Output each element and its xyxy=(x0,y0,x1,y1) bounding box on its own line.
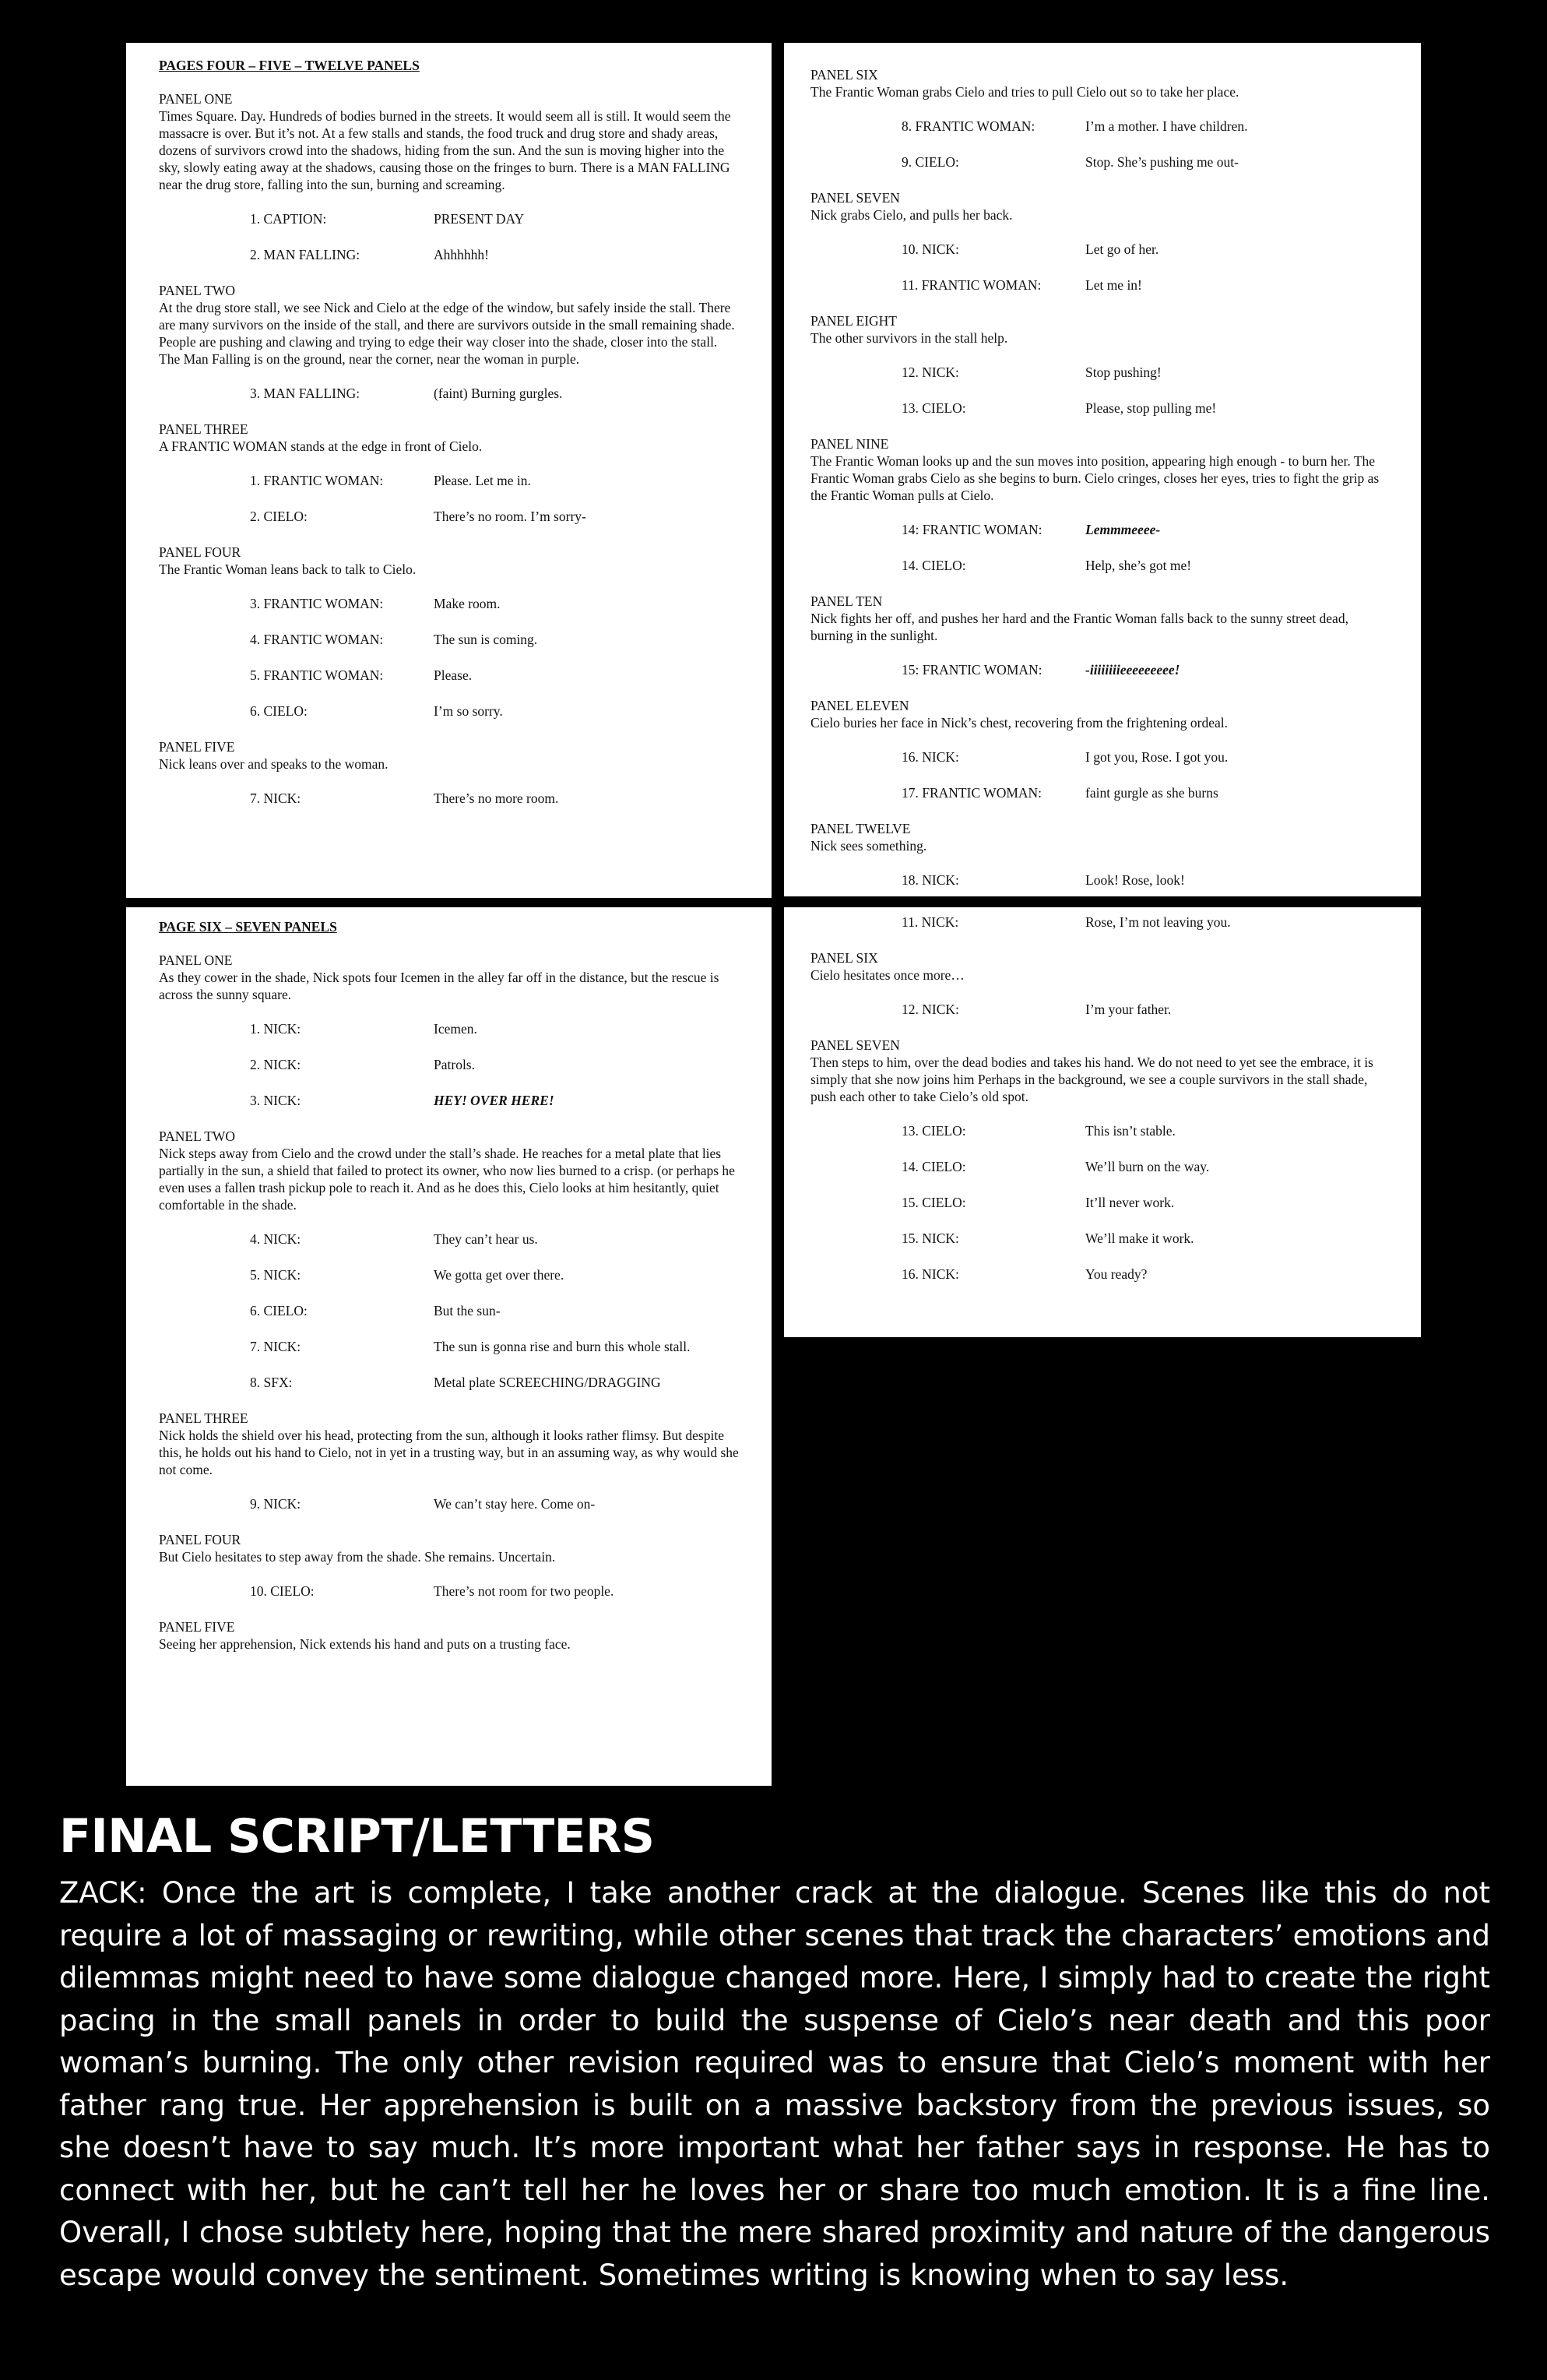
dialogue-line xyxy=(250,1583,740,1600)
speech-text: There’s no room. I’m sorry- xyxy=(434,509,586,524)
panel-list xyxy=(159,952,740,1653)
panel-description: Then steps to him, over the dead bodies and takes his hand. We do not need to yet see the embrace, it is simply that she now joins him Perhaps in the background, we see a couple survivors in the stall shade, push each other to take Cielo’s old spot. xyxy=(810,1054,1373,1104)
speaker-label: 3. NICK: xyxy=(250,1093,301,1108)
speaker-label: 5. FRANTIC WOMAN: xyxy=(250,667,384,683)
dialogue-line xyxy=(902,521,1390,538)
script-panel xyxy=(810,593,1390,678)
panel-label: PANEL FOUR xyxy=(159,544,241,560)
panel-description: The Frantic Woman leans back to talk to Cielo. xyxy=(159,562,417,577)
speaker-label: 12. NICK: xyxy=(902,364,959,380)
script-panel xyxy=(159,90,740,263)
panel-description: The Frantic Woman looks up and the sun moves into position, appearing high enough - to burn her. The Frantic Woman grabs Cielo as she begins to burn. Cielo cringes, closes her eyes, tries to fight the grip as the Frantic Woman pulls at Cielo. xyxy=(810,453,1380,503)
speech-text: Please. xyxy=(434,667,473,683)
script-panel xyxy=(810,697,1390,801)
speaker-label: 6. CIELO: xyxy=(250,1303,308,1319)
speaker-label: 15. NICK: xyxy=(902,1230,959,1246)
script-panel xyxy=(159,1618,740,1653)
script-sheet-pages-four-five xyxy=(126,43,772,898)
script-panel xyxy=(159,952,740,1109)
panel-description: Nick grabs Cielo, and pulls her back. xyxy=(810,207,1013,223)
sheet-heading: PAGE SIX – SEVEN PANELS xyxy=(159,919,337,935)
panel-description: Nick leans over and speaks to the woman. xyxy=(159,756,389,772)
panel-list xyxy=(159,90,740,807)
speaker-label: 7. NICK: xyxy=(250,790,301,806)
dialogue-line xyxy=(250,702,740,720)
panel-description: Times Square. Day. Hundreds of bodies burned in the streets. It would seem all is still. It would seem the massacre is over. But it’s not. At a few stalls and stands, the food truck and drug store and shady areas, dozens of survivors crowd into the shadows, hiding from the sun. And the sun is moving higher into the sky, slowly eating away at the shadows, causing those on the fringes to burn. There is a MAN FALLING near the drug store, falling into the sun, burning and screaming. xyxy=(159,108,731,192)
sheet-heading: PAGES FOUR – FIVE – TWELVE PANELS xyxy=(159,58,420,73)
speech-text: Help, she’s got me! xyxy=(1085,558,1192,573)
script-panel xyxy=(159,421,740,525)
panel-label: PANEL ONE xyxy=(159,952,233,968)
dialogue-line xyxy=(250,1020,740,1037)
speaker-label: 10. CIELO: xyxy=(250,1583,315,1599)
speaker-label: 8. FRANTIC WOMAN: xyxy=(902,118,1035,134)
panel-label: PANEL FOUR xyxy=(159,1532,241,1547)
speech-text: Let go of her. xyxy=(1085,241,1159,257)
dialogue-line xyxy=(250,1495,740,1512)
speech-text: Stop. She’s pushing me out- xyxy=(1085,154,1239,170)
speech-text: Make room. xyxy=(434,596,501,611)
dialogue-line xyxy=(902,1158,1390,1175)
script-sheet-page-six xyxy=(126,907,772,1786)
script-panel xyxy=(159,282,740,402)
script-panel xyxy=(810,435,1390,574)
dialogue-line xyxy=(902,1122,1390,1139)
speaker-label: 13. CIELO: xyxy=(902,1123,966,1139)
opening-dialogue xyxy=(810,914,1390,931)
dialogue-line xyxy=(250,1056,740,1073)
speaker-label: 14. CIELO: xyxy=(902,1159,966,1174)
panel-label: PANEL THREE xyxy=(159,1410,248,1426)
dialogue-line xyxy=(250,472,740,489)
speech-text: There’s not room for two people. xyxy=(434,1583,614,1599)
panel-description: Nick fights her off, and pushes her hard and the Frantic Woman falls back to the sunny street dead, burning in the sunlight. xyxy=(810,611,1348,643)
panel-label: PANEL ELEVEN xyxy=(810,698,909,713)
dialogue-line xyxy=(250,595,740,612)
speaker-label: 6. CIELO: xyxy=(250,703,308,719)
script-panel xyxy=(810,312,1390,417)
speaker-label: 14: FRANTIC WOMAN: xyxy=(902,522,1042,537)
dialogue-line xyxy=(902,400,1390,417)
speech-text: Please. Let me in. xyxy=(434,473,531,488)
speech-text: Patrols. xyxy=(434,1057,475,1072)
speech-text: -iiiiiiiieeeeeeeee! xyxy=(1085,662,1180,678)
panel-label: PANEL NINE xyxy=(810,436,889,452)
speaker-label: 8. SFX: xyxy=(250,1375,293,1390)
speaker-label: 9. CIELO: xyxy=(902,154,959,170)
speech-text: We can’t stay here. Come on- xyxy=(434,1496,596,1512)
script-panel xyxy=(159,1128,740,1391)
dialogue-line xyxy=(250,1302,740,1319)
dialogue-line xyxy=(902,784,1390,801)
script-panel xyxy=(810,189,1390,294)
panel-list xyxy=(810,949,1390,1283)
commentary-body: ZACK: Once the art is complete, I take another crack at the dialogue. Scenes like this do not require a lot of massaging or rewriting, while other scenes that track the characters’ emotions and dilemmas might need to have some dialogue changed more. Here, I simply had to create the right pacing in the small panels in order to build the suspense of Cielo’s near death and this poor woman’s burning. The only other revision required was to ensure that Cielo’s moment with her father rang true. Her apprehension is built on a massive backstory from the previous issues, so she doesn’t have to say much. It’s more important what her father says in response. He has to connect with her, but he can’t tell her he loves her or share too much emotion. It is a fine line. Overall, I chose subtlety here, hoping that the mere shared proximity and nature of the dangerous escape would convey the sentiment. Sometimes writing is knowing when to say less. xyxy=(59,1876,1490,2292)
speaker-label: 1. NICK: xyxy=(250,1021,301,1037)
dialogue-line xyxy=(902,871,1390,889)
dialogue-line xyxy=(250,1266,740,1283)
script-panel xyxy=(810,949,1390,1018)
speech-text: You ready? xyxy=(1085,1266,1148,1282)
speaker-label: 5. NICK: xyxy=(250,1267,301,1283)
commentary-title: FINAL SCRIPT/LETTERS xyxy=(59,1809,655,1864)
speech-text: Metal plate SCREECHING/DRAGGING xyxy=(434,1375,661,1390)
speech-text: Let me in! xyxy=(1085,277,1142,293)
dialogue-line xyxy=(250,631,740,648)
speaker-label: 11. FRANTIC WOMAN: xyxy=(902,277,1042,293)
speech-text: We’ll make it work. xyxy=(1085,1230,1194,1246)
script-panel xyxy=(810,820,1390,889)
speaker-label: 9. NICK: xyxy=(250,1496,301,1512)
speaker-label: 10. NICK: xyxy=(902,241,959,257)
dialogue-line xyxy=(250,1338,740,1355)
speaker-label: 17. FRANTIC WOMAN: xyxy=(902,785,1042,801)
speaker-label: 1. FRANTIC WOMAN: xyxy=(250,473,384,488)
dialogue-line xyxy=(902,364,1390,381)
script-sheet-panels-six-twelve xyxy=(784,43,1421,896)
speech-text: faint gurgle as she burns xyxy=(1085,785,1218,801)
speech-text: I got you, Rose. I got you. xyxy=(1085,749,1229,765)
speech-text: Lemmmeeee- xyxy=(1085,522,1161,537)
dialogue-line xyxy=(250,1230,740,1248)
speech-text: I’m so sorry. xyxy=(434,703,503,719)
speech-text: We’ll burn on the way. xyxy=(1085,1159,1210,1174)
speaker-label: 15. CIELO: xyxy=(902,1195,966,1210)
script-sheet-page-seven xyxy=(784,907,1421,1337)
panel-label: PANEL SEVEN xyxy=(810,190,900,206)
speech-text: There’s no more room. xyxy=(434,790,559,806)
speech-text: Ahhhhhh! xyxy=(434,247,489,262)
speech-text: The sun is coming. xyxy=(434,632,538,647)
dialogue-line xyxy=(902,241,1390,258)
dialogue-line xyxy=(902,118,1390,135)
speech-text: PRESENT DAY xyxy=(434,211,525,227)
dialogue-line xyxy=(902,153,1390,171)
speech-text: Rose, I’m not leaving you. xyxy=(1085,914,1231,930)
speaker-label: 15: FRANTIC WOMAN: xyxy=(902,662,1042,678)
dialogue-line xyxy=(902,748,1390,766)
panel-label: PANEL SIX xyxy=(810,950,878,966)
speech-text: I’m your father. xyxy=(1085,1002,1172,1017)
panel-label: PANEL SIX xyxy=(810,67,878,83)
dialogue-line xyxy=(902,276,1390,294)
dialogue-line xyxy=(902,1194,1390,1211)
panel-label: PANEL ONE xyxy=(159,91,233,107)
panel-label: PANEL EIGHT xyxy=(810,313,897,329)
panel-list xyxy=(810,66,1390,889)
panel-label: PANEL TWO xyxy=(159,283,236,298)
speech-text: (faint) Burning gurgles. xyxy=(434,386,563,401)
dialogue-line xyxy=(902,557,1390,574)
script-panel xyxy=(159,1410,740,1512)
speech-text: It’ll never work. xyxy=(1085,1195,1175,1210)
speech-text: This isn’t stable. xyxy=(1085,1123,1176,1139)
script-panel xyxy=(159,544,740,720)
speaker-label: 7. NICK: xyxy=(250,1339,301,1354)
speech-text: They can’t hear us. xyxy=(434,1231,538,1247)
panel-label: PANEL TEN xyxy=(810,593,883,609)
speech-text: HEY! OVER HERE! xyxy=(434,1093,554,1108)
speaker-label: 2. MAN FALLING: xyxy=(250,247,360,262)
speaker-label: 14. CIELO: xyxy=(902,558,966,573)
speech-text: The sun is gonna rise and burn this whole stall. xyxy=(434,1339,691,1354)
panel-description: The Frantic Woman grabs Cielo and tries to pull Cielo out so to take her place. xyxy=(810,84,1239,100)
speaker-label: 1. CAPTION: xyxy=(250,211,327,227)
dialogue-line xyxy=(902,1230,1390,1247)
speaker-label: 4. NICK: xyxy=(250,1231,301,1247)
dialogue-line xyxy=(250,667,740,684)
dialogue-line xyxy=(902,1266,1390,1283)
commentary-section xyxy=(59,1808,1490,2297)
speaker-label: 16. NICK: xyxy=(902,1266,959,1282)
panel-description: Nick holds the shield over his head, protecting from the sun, although it looks rather flimsy. But despite this, he holds out his hand to Cielo, not in yet in a trusting way, but in an assuming way, as why would she not come. xyxy=(159,1428,739,1477)
speech-text: We gotta get over there. xyxy=(434,1267,564,1283)
panel-label: PANEL SEVEN xyxy=(810,1037,900,1053)
speaker-label: 3. MAN FALLING: xyxy=(250,386,360,401)
dialogue-line xyxy=(250,790,740,807)
dialogue-line xyxy=(250,508,740,525)
panel-description: Nick steps away from Cielo and the crowd under the stall’s shade. He reaches for a metal plate that lies partially in the sun, a shield that failed to protect its owner, who now lies burned to a crisp. (or perhaps he even uses a fallen trash pickup pole to reach it. And as he does this, Cielo looks at him hesitantly, quiet comfortable in the shade. xyxy=(159,1146,735,1213)
panel-description: Cielo hesitates once more… xyxy=(810,967,965,983)
panel-description: The other survivors in the stall help. xyxy=(810,330,1008,346)
panel-description: Seeing her apprehension, Nick extends his hand and puts on a trusting face. xyxy=(159,1636,571,1652)
speech-text: But the sun- xyxy=(434,1303,501,1319)
dialogue-line xyxy=(250,246,740,263)
speaker-label: 2. NICK: xyxy=(250,1057,301,1072)
dialogue-line xyxy=(250,1374,740,1391)
dialogue-line xyxy=(250,210,740,227)
panel-description: But Cielo hesitates to step away from the shade. She remains. Uncertain. xyxy=(159,1549,556,1565)
speech-text: Please, stop pulling me! xyxy=(1085,400,1217,416)
panel-label: PANEL FIVE xyxy=(159,1619,235,1635)
speaker-label: 12. NICK: xyxy=(902,1002,959,1017)
script-panel xyxy=(159,1531,740,1600)
panel-description: Nick sees something. xyxy=(810,838,927,854)
dialogue-line xyxy=(902,914,1390,931)
panel-description: As they cower in the shade, Nick spots four Icemen in the alley far off in the distance, but the rescue is across the sunny square. xyxy=(159,970,719,1002)
script-panel xyxy=(810,66,1390,171)
panel-description: At the drug store stall, we see Nick and Cielo at the edge of the window, but safely inside the stall. There are many survivors on the inside of the stall, and there are survivors outside in the small remaining shade. People are pushing and clawing and trying to edge their way closer into the shade, closer into the stall. The Man Falling is on the ground, near the corner, near the woman in purple. xyxy=(159,300,735,367)
speaker-label: 11. NICK: xyxy=(902,914,959,930)
panel-label: PANEL FIVE xyxy=(159,739,235,755)
speech-text: Icemen. xyxy=(434,1021,477,1037)
speaker-label: 2. CIELO: xyxy=(250,509,308,524)
dialogue-line xyxy=(902,661,1390,678)
speaker-label: 4. FRANTIC WOMAN: xyxy=(250,632,384,647)
dialogue-line xyxy=(902,1001,1390,1018)
speech-text: Look! Rose, look! xyxy=(1085,872,1185,888)
script-panel xyxy=(810,1037,1390,1283)
panel-label: PANEL TWO xyxy=(159,1128,236,1144)
speaker-label: 18. NICK: xyxy=(902,872,959,888)
dialogue-line xyxy=(250,385,740,402)
script-panel xyxy=(159,738,740,807)
speech-text: Stop pushing! xyxy=(1085,364,1162,380)
panel-label: PANEL TWELVE xyxy=(810,821,911,836)
speaker-label: 16. NICK: xyxy=(902,749,959,765)
panel-description: Cielo buries her face in Nick’s chest, recovering from the frightening ordeal. xyxy=(810,715,1228,731)
speaker-label: 3. FRANTIC WOMAN: xyxy=(250,596,384,611)
speaker-label: 13. CIELO: xyxy=(902,400,966,416)
speech-text: I’m a mother. I have children. xyxy=(1085,118,1248,134)
dialogue-line xyxy=(250,1092,740,1109)
panel-label: PANEL THREE xyxy=(159,421,248,437)
panel-description: A FRANTIC WOMAN stands at the edge in front of Cielo. xyxy=(159,438,483,454)
